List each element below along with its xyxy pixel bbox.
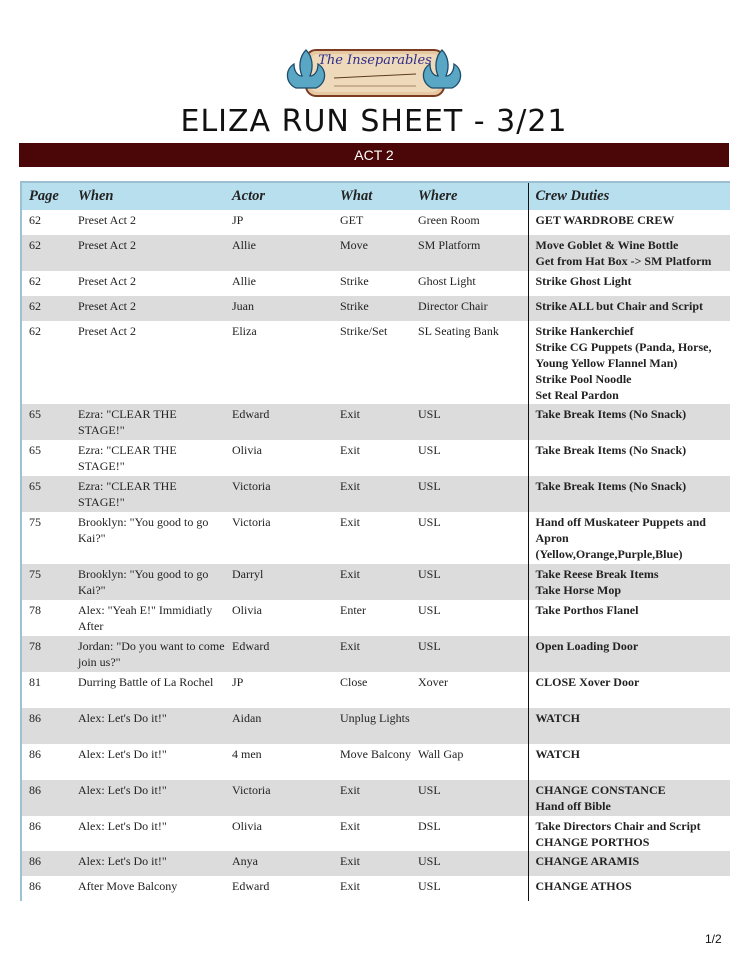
cell-page: 86 [21,876,71,901]
cell-when: Alex: Let's Do it!" [71,780,225,816]
cell-actor: JP [232,675,244,689]
cell-what: Exit [333,564,411,600]
cell-what: Strike/Set [340,324,388,338]
cell-what: Exit [340,879,360,893]
table-header-row [21,182,730,210]
cell-actor: Edward [225,404,333,440]
crew-duty-line: Hand off Bible [535,799,611,813]
cell-actor: Olivia [232,443,262,457]
table-row [21,600,730,636]
cell-what: Move [333,235,411,271]
cell-crew-duties [528,512,730,564]
logo-title: The Inseparables [318,53,432,68]
cell-actor: Victoria [225,476,333,512]
cell-actor: Olivia [232,603,262,617]
cell-when: Alex: "Yeah E!" Immidiatly After [78,603,213,633]
cell-page: 65 [21,440,71,476]
cell-actor: Anya [225,851,333,876]
crew-duty-line: CHANGE ATHOS [535,879,632,893]
cell-what: Strike [333,296,411,321]
cell-where: Director Chair [411,296,528,321]
cell-when: Durring Battle of La Rochel [78,675,214,689]
cell-page: 86 [21,708,71,744]
crew-duty-line: CHANGE PORTHOS [535,835,650,849]
cell-what: Close [340,675,368,689]
cell-when: Jordan: "Do you want to come join us?" [71,636,225,672]
crew-duty-line: Move Goblet & Wine Bottle [535,238,679,252]
crew-duty-line: CLOSE Xover Door [535,675,640,689]
table-row [21,876,730,901]
cell-where: USL [418,879,441,893]
crew-duty-line: CHANGE CONSTANCE [535,783,666,797]
cell-actor: Allie [232,274,256,288]
cell-when: Brooklyn: "You good to go Kai?" [78,515,209,545]
cell-when: Alex: Let's Do it!" [78,747,167,761]
cell-actor: Aidan [225,708,333,744]
act-header-bar: ACT 2 [19,143,729,167]
column-header-what: What [333,182,411,210]
cell-what: Exit [333,404,411,440]
table-row [21,672,730,708]
cell-what: Enter [340,603,366,617]
cell-actor: Darryl [225,564,333,600]
cell-crew-duties [528,876,730,901]
crew-duty-line: Set Real Pardon [535,388,619,402]
crew-duty-line: Take Break Items (No Snack) [535,479,687,493]
table-row [21,708,730,744]
crew-duty-line: Take Horse Mop [535,583,622,597]
cell-when: Ezra: "CLEAR THE STAGE!" [71,404,225,440]
cell-where: Green Room [418,213,480,227]
cell-page: 62 [21,296,71,321]
cell-when: Brooklyn: "You good to go Kai?" [71,564,225,600]
cell-actor: Edward [232,879,270,893]
cell-when: Alex: Let's Do it!" [71,851,225,876]
cell-what: Exit [333,851,411,876]
column-header-actor: Actor [225,182,333,210]
column-header-page: Page [21,182,71,210]
cell-page: 86 [21,816,71,851]
table-row [21,851,730,876]
cell-crew-duties [528,780,730,816]
cell-when: Preset Act 2 [78,274,136,288]
cell-page: 86 [21,744,71,780]
cell-what: Exit [333,636,411,672]
table-row [21,271,730,296]
table-row [21,744,730,780]
cell-what: Move Balcony [340,747,411,761]
cell-actor: Victoria [232,515,271,529]
cell-actor: Juan [225,296,333,321]
cell-crew-duties [528,296,730,321]
cell-when: Preset Act 2 [78,324,136,338]
cell-page: 78 [21,636,71,672]
cell-page: 62 [21,210,71,235]
cell-crew-duties [528,321,730,404]
crew-duty-line: Strike Pool Noodle [535,372,632,386]
cell-actor: Edward [225,636,333,672]
column-header-where: Where [411,182,528,210]
cell-where [411,708,528,744]
cell-where: Xover [418,675,448,689]
cell-what: GET [340,213,364,227]
crew-duty-line: Strike Ghost Light [535,274,632,288]
cell-what: Exit [340,443,360,457]
cell-page: 62 [21,321,71,404]
table-row [21,636,730,672]
cell-where: USL [411,476,528,512]
cell-crew-duties [528,271,730,296]
cell-where: USL [418,443,441,457]
cell-when: After Move Balcony [78,879,178,893]
cell-crew-duties [528,210,730,235]
cell-where: USL [411,780,528,816]
crew-duty-line: CHANGE ARAMIS [535,854,640,868]
crew-duty-line: Open Loading Door [535,639,639,653]
table-row [21,321,730,404]
table-row [21,235,730,271]
table-row [21,512,730,564]
cell-where: Ghost Light [418,274,476,288]
cell-actor: 4 men [232,747,262,761]
crew-duty-line: WATCH [535,747,580,761]
cell-what: Exit [333,780,411,816]
cell-when: Ezra: "CLEAR THE STAGE!" [78,443,177,473]
cell-where: USL [411,636,528,672]
table-row [21,476,730,512]
cell-what: Exit [340,515,360,529]
cell-crew-duties [528,476,730,512]
crew-duty-line: Hand off Muskateer Puppets and Apron [535,515,706,545]
cell-crew-duties [528,636,730,672]
cell-page: 86 [21,780,71,816]
crew-duty-line: Take Porthos Flanel [535,603,639,617]
cell-what: Strike [340,274,369,288]
cell-when: Ezra: "CLEAR THE STAGE!" [71,476,225,512]
cell-crew-duties [528,235,730,271]
crew-duty-line: GET WARDROBE CREW [535,213,675,227]
cell-page: 75 [21,564,71,600]
table-row [21,564,730,600]
cell-where: SM Platform [411,235,528,271]
cell-where: USL [418,603,441,617]
cell-what: Exit [333,476,411,512]
cell-actor: Eliza [232,324,257,338]
cell-where: SL Seating Bank [418,324,499,338]
crew-duty-line: Take Break Items (No Snack) [535,443,687,457]
cell-crew-duties [528,600,730,636]
page-title: ELIZA RUN SHEET - 3/21 [180,104,568,139]
page-number: 1/2 [705,932,722,946]
cell-actor: Victoria [225,780,333,816]
cell-crew-duties [528,564,730,600]
crew-duty-line: Get from Hat Box -> SM Platform [535,254,712,268]
cell-page: 78 [21,600,71,636]
cell-what: Unplug Lights [333,708,411,744]
cell-when: Preset Act 2 [71,296,225,321]
show-logo [284,44,466,102]
cell-where: USL [411,851,528,876]
cell-crew-duties [528,440,730,476]
crew-duty-line: (Yellow,Orange,Purple,Blue) [535,547,683,561]
cell-crew-duties [528,404,730,440]
crew-duty-line: Take Reese Break Items [535,567,659,581]
cell-what: Exit [340,819,360,833]
table-row [21,440,730,476]
cell-crew-duties [528,744,730,780]
cell-when: Alex: Let's Do it!" [78,819,167,833]
table-row [21,816,730,851]
crew-duty-line: Strike CG Puppets (Panda, Horse, Young Yellow Flannel Man) [535,340,712,370]
cell-page: 65 [21,476,71,512]
table-row [21,780,730,816]
cell-when: Preset Act 2 [78,213,136,227]
cell-page: 65 [21,404,71,440]
cell-page: 62 [21,235,71,271]
cell-page: 75 [21,512,71,564]
column-header-crew-duties: Crew Duties [528,182,730,210]
table-row [21,404,730,440]
cell-actor: Allie [225,235,333,271]
crew-duty-line: Strike Hankerchief [535,324,634,338]
cell-crew-duties [528,672,730,708]
table-row [21,210,730,235]
cell-when: Alex: Let's Do it!" [71,708,225,744]
column-header-when: When [71,182,225,210]
cell-crew-duties [528,708,730,744]
cell-page: 62 [21,271,71,296]
run-sheet-table [20,181,730,901]
crew-duty-line: Take Break Items (No Snack) [535,407,687,421]
cell-where: Wall Gap [418,747,464,761]
cell-actor: JP [232,213,244,227]
cell-where: USL [418,515,441,529]
crew-duty-line: Strike ALL but Chair and Script [535,299,703,313]
cell-page: 81 [21,672,71,708]
cell-crew-duties [528,851,730,876]
cell-where: USL [411,404,528,440]
cell-where: DSL [418,819,441,833]
cell-crew-duties [528,816,730,851]
table-row [21,296,730,321]
cell-page: 86 [21,851,71,876]
cell-where: USL [411,564,528,600]
crew-duty-line: WATCH [535,711,580,725]
cell-actor: Olivia [232,819,262,833]
crew-duty-line: Take Directors Chair and Script [535,819,701,833]
cell-when: Preset Act 2 [71,235,225,271]
